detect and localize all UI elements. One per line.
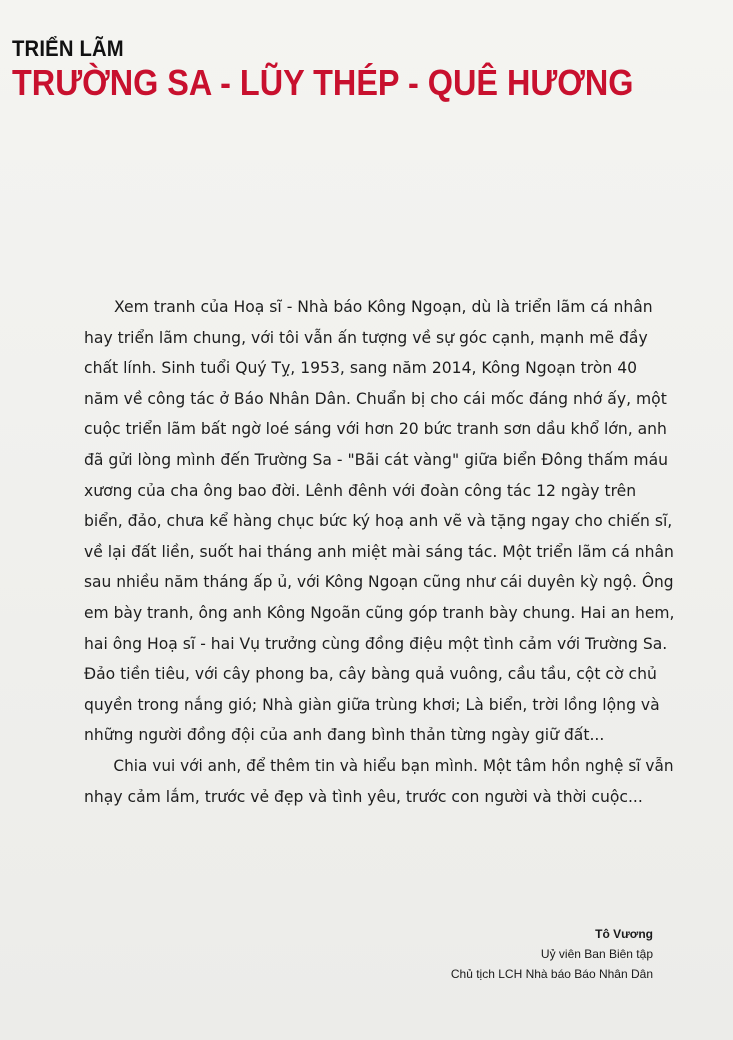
exhibition-label: TRIỂN LÃM <box>12 36 124 61</box>
author-role: Chủ tịch LCH Nhà báo Báo Nhân Dân <box>450 967 653 981</box>
paragraph-1 <box>84 292 674 751</box>
text-line: chất lính. Sinh tuổi Quý Tỵ, 1953, sang năm 2014, Kông Ngoạn tròn 40 <box>84 359 638 378</box>
text-line: cuộc triển lãm bất ngờ loé sáng với hơn 20 bức tranh sơn dầu khổ lớn, anh <box>84 420 667 439</box>
text-line: em bày tranh, ông anh Kông Ngoãn cũng góp tranh bày chung. Hai an hem, <box>84 603 675 622</box>
text-line: quyền trong nắng gió; Nhà giàn giữa trùng khơi; Là biển, trời lồng lộng và <box>84 695 660 714</box>
text-line: biển, đảo, chưa kể hàng chục bức ký hoạ anh vẽ và tặng ngay cho chiến sĩ, <box>84 512 673 531</box>
text-line: hai ông Hoạ sĩ - hai Vụ trưởng cùng đồng điệu một tình cảm với Trường Sa. <box>84 634 668 653</box>
text-line: đã gửi lòng mình đến Trường Sa - "Bãi cát vàng" giữa biển Đông thấm máu <box>84 450 669 469</box>
text-line: năm về công tác ở Báo Nhân Dân. Chuẩn bị cho cái mốc đáng nhớ ấy, một <box>84 389 667 408</box>
signature-block <box>451 924 653 984</box>
text-line: sau nhiều năm tháng ấp ủ, với Kông Ngoạn cũng như cái duyên kỳ ngộ. Ông <box>84 573 674 592</box>
article-body <box>84 292 674 812</box>
text-line: những người đồng đội của anh đang bình thản từng ngày giữ đất... <box>84 726 605 745</box>
text-line: Chia vui với anh, để thêm tin và hiểu bạn mình. Một tâm hồn nghệ sĩ vẫn <box>113 756 674 775</box>
text-line: về lại đất liền, suốt hai tháng anh miệt mài sáng tác. Một triển lãm cá nhân <box>84 542 674 561</box>
text-line: hay triển lãm chung, với tôi vẫn ấn tượng về sự góc cạnh, mạnh mẽ đầy <box>84 328 648 347</box>
text-line: Đảo tiền tiêu, với cây phong ba, cây bàng quả vuông, cầu tầu, cột cờ chủ <box>84 665 657 684</box>
paragraph-2 <box>84 751 674 812</box>
text-line: Xem tranh của Hoạ sĩ - Nhà báo Kông Ngoạn, dù là triển lãm cá nhân <box>114 298 653 316</box>
text-line: xương của cha ông bao đời. Lênh đênh với đoàn công tác 12 ngày trên <box>84 481 637 500</box>
exhibition-title: TRƯỜNG SA - LŨY THÉP - QUÊ HƯƠNG <box>12 62 634 103</box>
author-name: Tô Vương <box>595 927 653 941</box>
document-header <box>12 36 727 104</box>
text-line: nhạy cảm lắm, trước vẻ đẹp và tình yêu, trước con người và thời cuộc... <box>84 787 643 806</box>
author-role: Uỷ viên Ban Biên tập <box>540 947 653 961</box>
